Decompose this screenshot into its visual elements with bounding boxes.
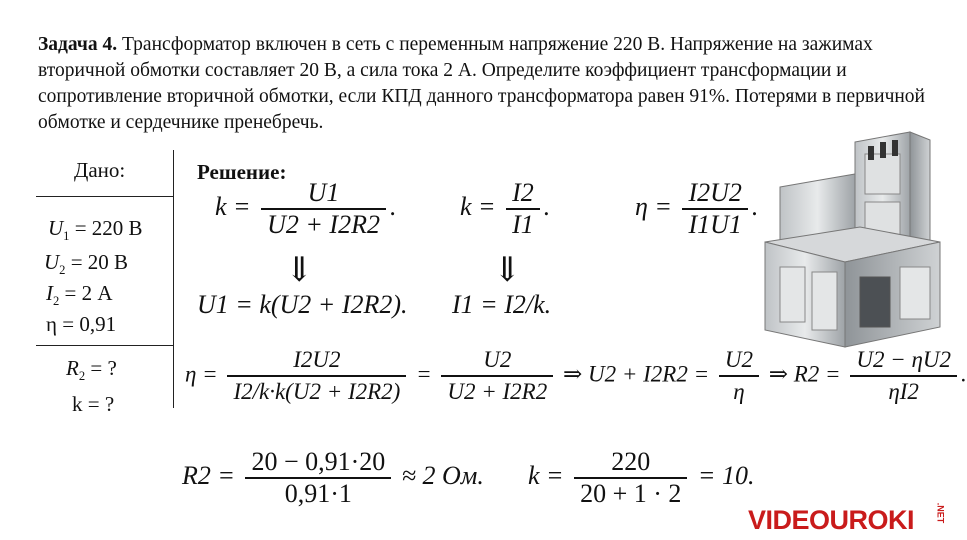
formula-efficiency-den: I1U1 [688,210,742,239]
given-title: Дано: [74,158,126,182]
given-u2: $U_2 = 20$ В [44,250,129,278]
down-arrow-icon: ⇓ [285,252,314,289]
videouroki-logo-suffix: .NET [935,502,946,524]
formula-k-current-num: I2 [506,178,540,210]
given-divider-bottom [36,345,173,346]
find-k: k = ? [72,392,115,416]
given-divider-top [36,196,173,197]
videouroki-logo: VIDEOUROKI [748,505,915,535]
transformer-substation-image [760,132,945,357]
formula-derivation: η = $\frac{I2U2}{I2/k\cdot k(U2 + I2R2)}$ = $\frac{U2}{U2 + I2R2}$ ⇒ U2 + I2R2 = $\frac{U2}{\eta}$ ⇒ R2 = $\frac{U2 - \eta U2}{\eta I2}$ . [185,347,967,404]
formula-k-result: k = $\frac{220}{20 + 1 \cdot 2}$ = 10. [528,447,755,508]
down-arrow-icon: ⇓ [493,252,522,289]
formula-k-voltage: k = $\frac{U1}{U2 + I2R2}$ . [215,178,397,239]
formula-efficiency-num: I2U2 [682,178,747,210]
problem-label: Задача 4. [38,34,118,55]
formula-i1: I1 = I2/k. [452,290,552,319]
given-u1: $U_1 = 220$ В [48,216,143,244]
formula-efficiency: η = $\frac{I2U2}{I1U1}$ . [635,178,759,239]
given-eta: η = 0,91 [46,312,117,336]
problem-text: Трансформатор включен в сеть с переменным напряжение 220 В. Напряжение на зажимах вторичной обмотки составляет 20 В, а сила тока 2 А. Определите коэффициент трансформации и сопротивление вторичной обмотки, если КПД данного трансформатора равен 91%. Потерями в первичной обмотке и сердечнике пренебречь. [38,34,925,133]
formula-u1: U1 = k(U2 + I2R2). [197,290,408,319]
formula-k-voltage-num: U1 [261,178,386,210]
given-divider-vertical [173,150,174,408]
formula-r2-result: R2 = $\frac{20 - 0,91\cdot 20}{0,91\cdot 1}$ ≈ 2 Ом. [182,447,484,508]
formula-k-voltage-den: U2 + I2R2 [267,210,380,239]
find-r2: $R_2$ = ? [66,356,117,384]
formula-k-current-den: I1 [512,210,534,239]
given-i2: $I_2 = 2$ А [46,281,113,309]
problem-statement [38,32,928,136]
solution-title: Решение: [197,160,287,184]
formula-k-current: k = $\frac{I2}{I1}$ . [460,178,551,239]
